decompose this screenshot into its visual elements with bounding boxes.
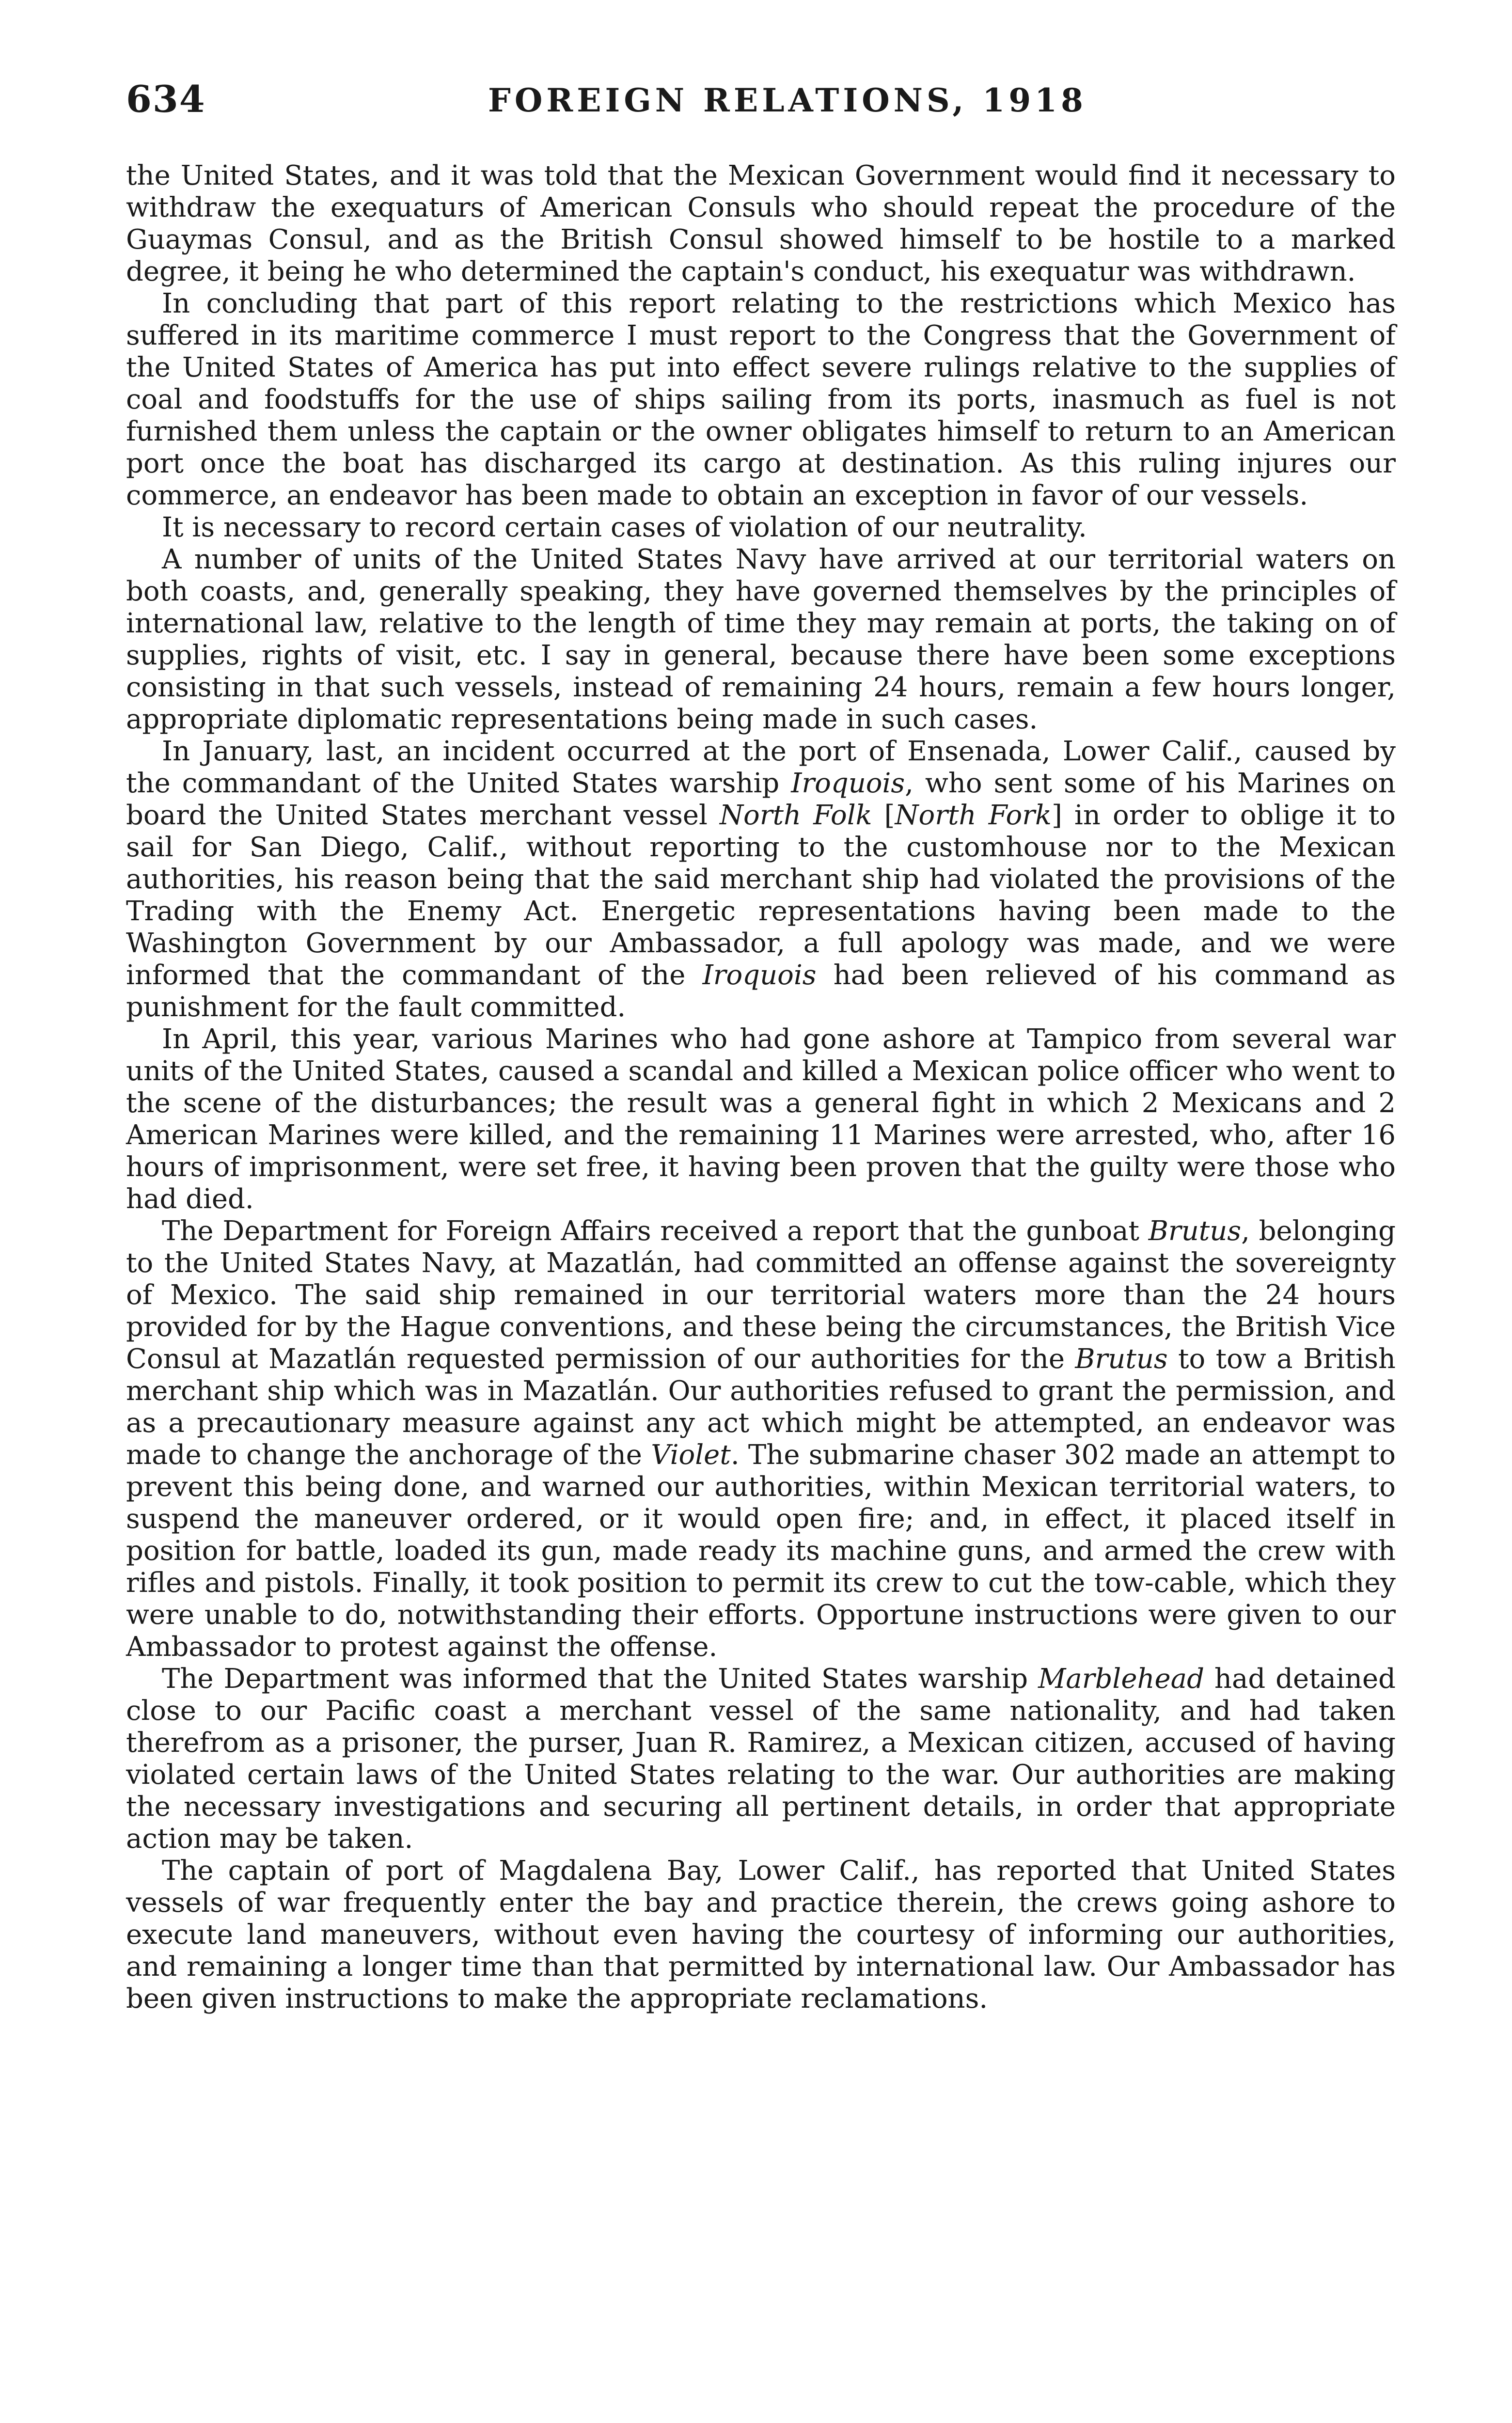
running-head: FOREIGN RELATIONS, 1918 — [488, 81, 1087, 119]
text-run: It is necessary to record certain cases of violation of our neutrality. — [162, 512, 1087, 543]
italic-name: Iroquois — [702, 960, 817, 991]
paragraph — [126, 512, 1396, 544]
text-run: The Department for Foreign Affairs received a report that the gunboat — [162, 1215, 1149, 1247]
text-run: had been relieved of his command as punishment for the fault committed. — [126, 960, 1396, 1023]
body-text — [126, 160, 1396, 2015]
italic-name: Brutus — [1075, 1343, 1168, 1375]
paragraph — [126, 1855, 1396, 2015]
italic-name: North Folk — [720, 800, 872, 831]
paragraph-continued — [126, 160, 1396, 288]
paragraph — [126, 1215, 1396, 1663]
italic-name: Violet — [651, 1439, 731, 1471]
paragraph — [126, 736, 1396, 1023]
text-run: . The submarine chaser 302 made an attempt to prevent this being done, and warned our authorities, within Mexican territorial waters, to suspend the maneuver ordered, or it would open fire; and, in effect, it placed itself in position for battle, loaded its gun, made ready its machine guns, and armed the crew with rifles and pistols. Finally, it took position to permit its crew to cut the tow-cable, which they were unable to do, notwithstanding their efforts. Opportune instructions were given to our Ambassador to protest against the offense. — [126, 1439, 1396, 1663]
text-run: In January, last, an incident occurred at the port of Ensenada, Lower Calif., caused by the commandant of the United States warship — [126, 736, 1396, 799]
text-run: The Department was informed that the United States warship — [162, 1663, 1039, 1695]
text-run: In concluding that part of this report relating to the restrictions which Mexico has suffered in its maritime commerce I must report to the Congress that the Government of the United States of America has put into effect severe rulings relative to the supplies of coal and foodstuffs for the use of ships sailing from its ports, inasmuch as fuel is not furnished them unless the captain or the owner obligates himself to return to an American port once the boat has discharged its cargo at destination. As this ruling injures our commerce, an endeavor has been made to obtain an exception in favor of our vessels. — [126, 288, 1396, 511]
text-run: , belonging to the United States Navy, at Mazatlán, had committed an offense against the sovereignty of Mexico. The said ship remained in our territorial waters more than the 24 hours provided for by the Hague conventions, and these being the circumstances, the British Vice Consul at Mazatlán requested permission of our authorities for the — [126, 1215, 1396, 1375]
text-run: , who sent some of his Marines on board the United States merchant vessel — [126, 768, 1396, 831]
text-run: The captain of port of Magdalena Bay, Lower Calif., has reported that United States vessels of war frequently enter the bay and practice therein, the crews going ashore to execute land maneuvers, without even having the courtesy of informing our authorities, and remaining a longer time than that permitted by international law. Our Ambassador has been given instructions to make the appropriate reclamations. — [126, 1855, 1396, 2014]
italic-name: Brutus — [1148, 1215, 1242, 1247]
italic-name: Iroquois — [791, 768, 905, 799]
page-header — [126, 78, 1396, 131]
paragraph — [126, 288, 1396, 512]
text-run: In April, this year, various Marines who had gone ashore at Tampico from several war units of the United States, caused a scandal and killed a Mexican police officer who went to the scene of the disturbances; the result was a general fight in which 2 Mexicans and 2 American Marines were killed, and the remaining 11 Marines were arrested, who, after 16 hours of imprisonment, were set free, it having been proven that the guilty were those who had died. — [126, 1023, 1396, 1215]
document-page — [126, 78, 1396, 2015]
italic-name: Marblehead — [1038, 1663, 1204, 1695]
paragraph — [126, 1663, 1396, 1855]
text-run: [ — [872, 800, 895, 831]
text-run: had detained close to our Pacific coast a merchant vessel of the same nationality, and had taken therefrom as a prisoner, the purser, Juan R. Ramirez, a Mexican citizen, accused of having violated certain laws of the United States relating to the war. Our authorities are making the necessary investigations and securing all pertinent details, in order that appropriate action may be taken. — [126, 1663, 1396, 1855]
text-run: A number of units of the United States Navy have arrived at our territorial waters on both coasts, and, generally speaking, they have governed themselves by the principles of international law, relative to the length of time they may remain at ports, the taking on of supplies, rights of visit, etc. I say in general, because there have been some exceptions consisting in that such vessels, instead of remaining 24 hours, remain a few hours longer, appropriate diplomatic representations being made in such cases. — [126, 544, 1396, 735]
text-run: to tow a British merchant ship which was in Mazatlán. Our authorities refused to grant the permission, and as a precautionary measure against any act which might be attempted, an endeavor was made to change the anchorage of the — [126, 1343, 1396, 1471]
paragraph — [126, 1023, 1396, 1215]
italic-name: North Fork — [895, 800, 1052, 831]
text-run: ] in order to oblige it to sail for San Diego, Calif., without reporting to the customhouse nor to the Mexican authorities, his reason being that the said merchant ship had violated the provisions of the Trading with the Enemy Act. Energetic representations having been made to the Washington Government by our Ambassador, a full apology was made, and we were informed that the commandant of the — [126, 800, 1396, 991]
page-number: 634 — [126, 78, 206, 121]
paragraph — [126, 544, 1396, 736]
text-run: the United States, and it was told that the Mexican Government would find it necessary to withdraw the exequaturs of American Consuls who should repeat the procedure of the Guaymas Consul, and as the British Consul showed himself to be hostile to a marked degree, it being he who determined the captain's conduct, his exequatur was withdrawn. — [126, 160, 1396, 287]
